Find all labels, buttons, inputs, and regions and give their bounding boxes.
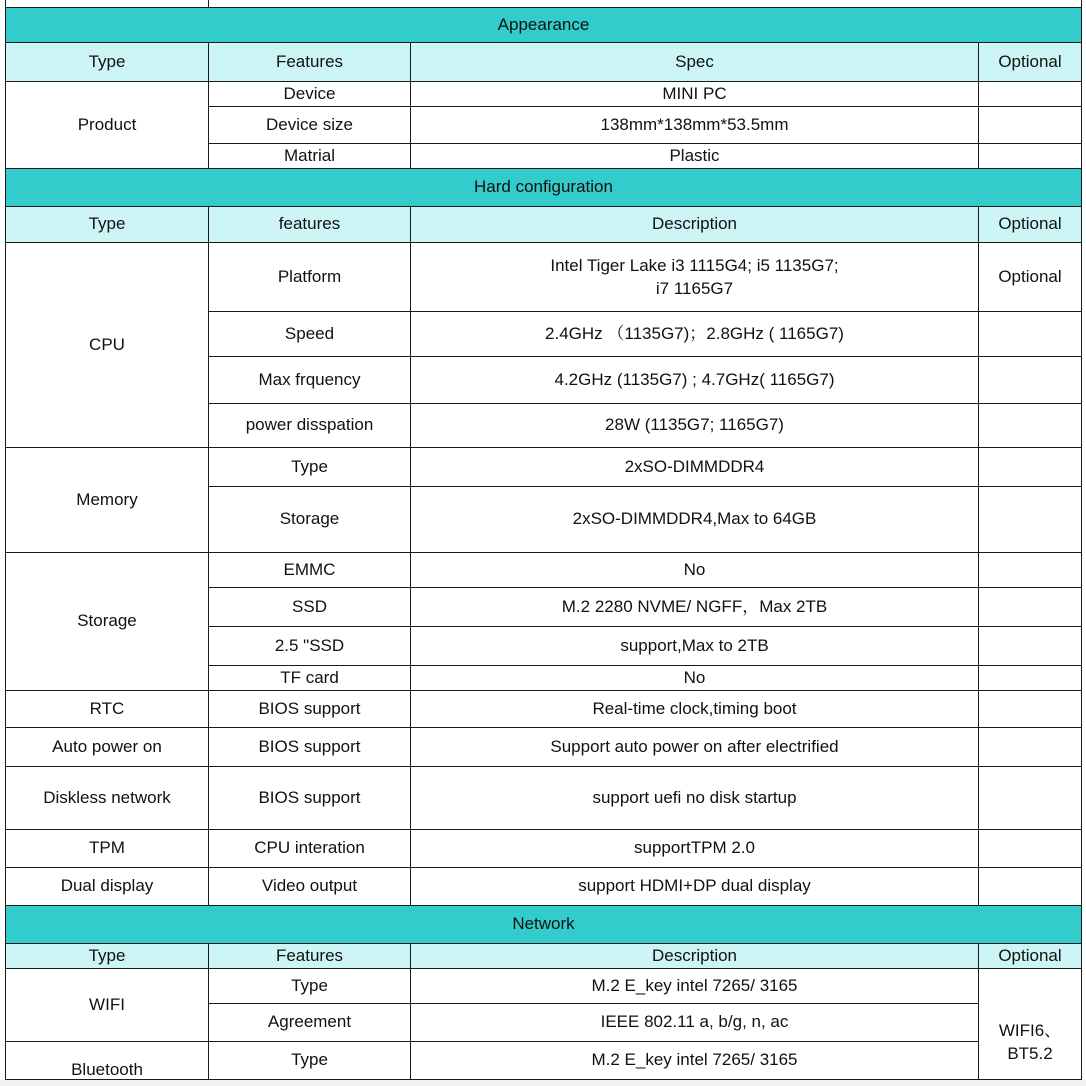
header-features: Features — [209, 42, 411, 81]
spec-table-container — [5, 0, 1081, 1080]
header-optional: Optional — [979, 943, 1082, 968]
type-cell: WIFI — [6, 968, 209, 1041]
header-description: Description — [411, 943, 979, 968]
table-row — [6, 552, 1082, 587]
type-cell: Memory — [6, 447, 209, 552]
feature-cell: BIOS support — [209, 766, 411, 829]
table-row — [6, 727, 1082, 766]
feature-cell: Matrial — [209, 143, 411, 168]
description-cell: Support auto power on after electrified — [411, 727, 979, 766]
optional-cell — [979, 968, 1082, 1079]
feature-cell: Video output — [209, 867, 411, 905]
feature-cell: BIOS support — [209, 727, 411, 766]
feature-cell: Max frquency — [209, 356, 411, 403]
header-features: Features — [209, 943, 411, 968]
header-spec: Spec — [411, 42, 979, 81]
description-cell: IEEE 802.11 a, b/g, n, ac — [411, 1003, 979, 1041]
optional-cell — [979, 106, 1082, 143]
description-cell: 2xSO-DIMMDDR4,Max to 64GB — [411, 486, 979, 552]
optional-cell — [979, 81, 1082, 106]
table-row — [6, 690, 1082, 727]
bottom-edge — [0, 1080, 1086, 1086]
table-row — [6, 968, 1082, 1003]
description-cell: support HDMI+DP dual display — [411, 867, 979, 905]
table-row — [6, 867, 1082, 905]
optional-cell: Optional — [979, 242, 1082, 311]
section-appearance — [6, 7, 1082, 42]
description-cell: M.2 E_key intel 7265/ 3165 — [411, 968, 979, 1003]
optional-cell — [979, 486, 1082, 552]
header-features: features — [209, 206, 411, 242]
feature-cell: Storage — [209, 486, 411, 552]
optional-cell — [979, 690, 1082, 727]
optional-cell — [979, 727, 1082, 766]
type-cell: Product — [6, 81, 209, 168]
table-row — [6, 81, 1082, 106]
feature-cell: Type — [209, 1041, 411, 1079]
feature-cell: CPU interation — [209, 829, 411, 867]
optional-cell — [979, 626, 1082, 665]
feature-cell: Type — [209, 968, 411, 1003]
description-cell — [411, 242, 979, 311]
feature-cell: TF card — [209, 665, 411, 690]
type-cell: Dual display — [6, 867, 209, 905]
type-cell: Diskless network — [6, 766, 209, 829]
spec-table — [5, 0, 1082, 1080]
header-optional: Optional — [979, 42, 1082, 81]
feature-cell: Platform — [209, 242, 411, 311]
type-cell: Auto power on — [6, 727, 209, 766]
feature-cell: 2.5 "SSD — [209, 626, 411, 665]
description-cell: 2.4GHz （1135G7)；2.8GHz ( 1165G7) — [411, 311, 979, 356]
description-cell: M.2 2280 NVME/ NGFF，Max 2TB — [411, 587, 979, 626]
description-cell: support uefi no disk startup — [411, 766, 979, 829]
header-row — [6, 943, 1082, 968]
table-row — [6, 766, 1082, 829]
optional-cell — [979, 665, 1082, 690]
optional-line: WIFI6、 — [998, 1020, 1062, 1040]
optional-cell — [979, 766, 1082, 829]
header-type: Type — [6, 42, 209, 81]
optional-cell — [979, 356, 1082, 403]
description-cell: M.2 E_key intel 7265/ 3165 — [411, 1041, 979, 1079]
type-cell: Storage — [6, 552, 209, 690]
optional-cell — [979, 552, 1082, 587]
feature-cell: Agreement — [209, 1003, 411, 1041]
table-row — [6, 1041, 1082, 1079]
description-cell: 4.2GHz (1135G7) ; 4.7GHz( 1165G7) — [411, 356, 979, 403]
description-cell: No — [411, 552, 979, 587]
previous-table-sliver — [6, 0, 1082, 7]
spec-cell: Plastic — [411, 143, 979, 168]
description-cell: No — [411, 665, 979, 690]
description-line: Intel Tiger Lake i3 1115G4; i5 1135G7; — [550, 255, 839, 275]
type-cell: RTC — [6, 690, 209, 727]
feature-cell: BIOS support — [209, 690, 411, 727]
spec-cell: 138mm*138mm*53.5mm — [411, 106, 979, 143]
optional-cell — [979, 587, 1082, 626]
section-network — [6, 905, 1082, 943]
optional-cell — [979, 311, 1082, 356]
header-type: Type — [6, 206, 209, 242]
table-row — [6, 242, 1082, 311]
header-description: Description — [411, 206, 979, 242]
spec-cell: MINI PC — [411, 81, 979, 106]
section-title: Network — [6, 905, 1082, 943]
feature-cell: Type — [209, 447, 411, 486]
feature-cell: Device — [209, 81, 411, 106]
optional-cell — [979, 143, 1082, 168]
type-cell: TPM — [6, 829, 209, 867]
section-title: Appearance — [6, 7, 1082, 42]
type-cell: Bluetooth — [6, 1041, 209, 1079]
section-hard-configuration — [6, 168, 1082, 206]
header-type: Type — [6, 943, 209, 968]
optional-cell — [979, 829, 1082, 867]
description-cell: supportTPM 2.0 — [411, 829, 979, 867]
feature-cell: Speed — [209, 311, 411, 356]
type-cell: CPU — [6, 242, 209, 447]
table-row — [6, 829, 1082, 867]
description-cell: 28W (1135G7; 1165G7) — [411, 403, 979, 447]
description-cell: Real-time clock,timing boot — [411, 690, 979, 727]
optional-cell — [979, 403, 1082, 447]
feature-cell: Device size — [209, 106, 411, 143]
header-row — [6, 206, 1082, 242]
optional-cell — [979, 867, 1082, 905]
header-row — [6, 42, 1082, 81]
table-row — [6, 447, 1082, 486]
header-optional: Optional — [979, 206, 1082, 242]
feature-cell: power disspation — [209, 403, 411, 447]
feature-cell: EMMC — [209, 552, 411, 587]
section-title: Hard configuration — [6, 168, 1082, 206]
description-line: i7 1165G7 — [655, 278, 734, 298]
description-cell: 2xSO-DIMMDDR4 — [411, 447, 979, 486]
feature-cell: SSD — [209, 587, 411, 626]
optional-cell — [979, 447, 1082, 486]
optional-line: BT5.2 — [1007, 1043, 1053, 1063]
description-cell: support,Max to 2TB — [411, 626, 979, 665]
